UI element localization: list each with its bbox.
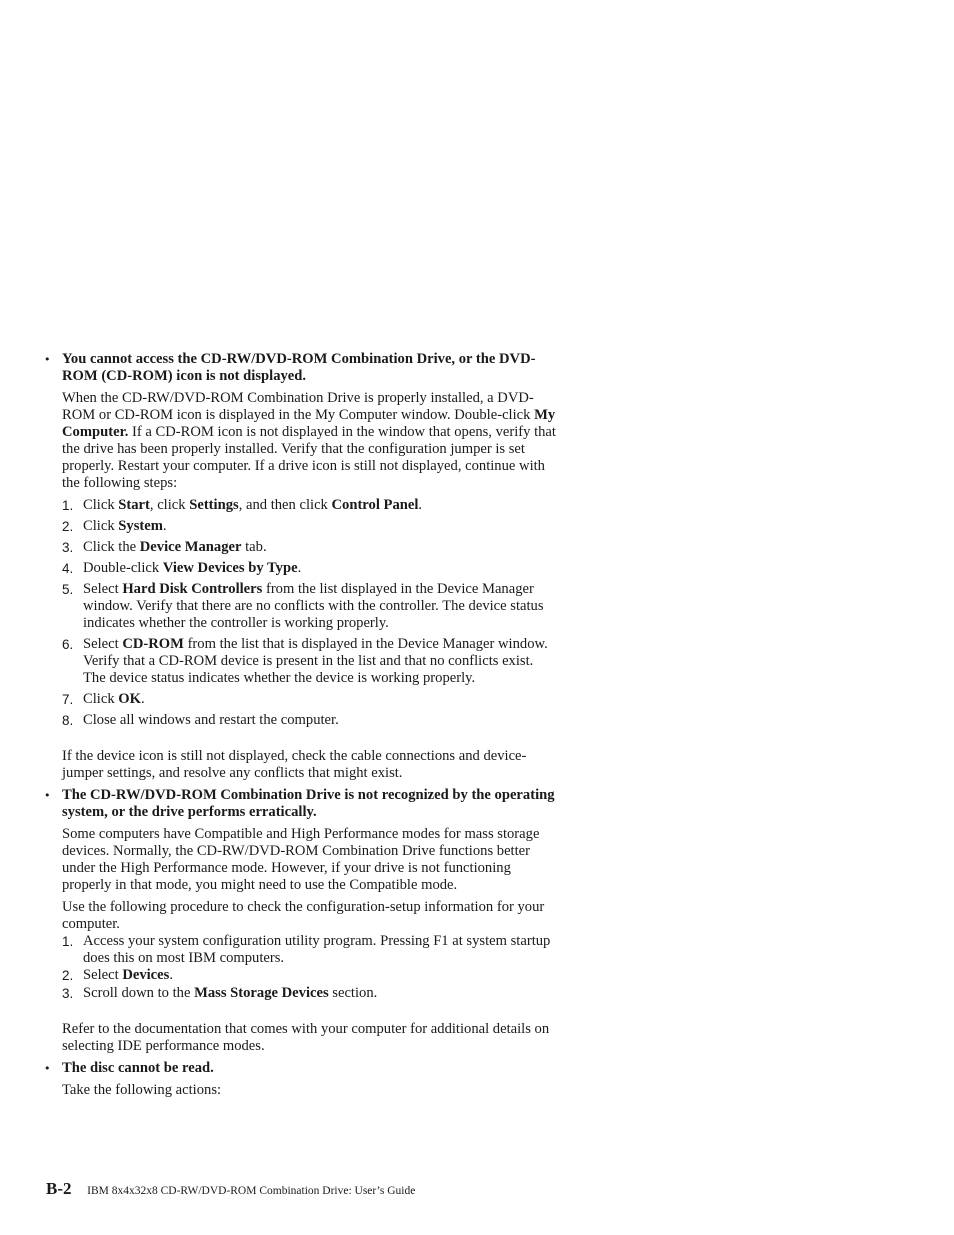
step-item bbox=[62, 933, 556, 967]
bold-run: Settings bbox=[189, 497, 239, 513]
text-run: from the list displayed in the Device Manager window. Verify that there are no conflicts with the controller. The device status indicates whether the controller is working properly. bbox=[83, 581, 544, 631]
bullet-heading-not-recognized bbox=[44, 787, 556, 821]
paragraph-performance-modes: Some computers have Compatible and High Performance modes for mass storage devices. Normally, the CD-RW/DVD-ROM Combination Drive functions better under the High Performance mode. However, if your drive is not functioning properly in that mode, you might need to use the Compatible mode. bbox=[62, 826, 540, 893]
step-number: 3. bbox=[62, 540, 74, 555]
bullet-heading-text: The disc cannot be read. bbox=[62, 1060, 214, 1076]
bullet-heading-text: You cannot access the CD-RW/DVD-ROM Combination Drive, or the DVD-ROM (CD-ROM) icon is not displayed. bbox=[62, 351, 536, 384]
bullet-heading-text: The CD-RW/DVD-ROM Combination Drive is not recognized by the operating system, or the drive performs erratically. bbox=[62, 787, 555, 820]
bullet-icon: • bbox=[44, 353, 51, 366]
step-item bbox=[62, 712, 556, 729]
text-run: When the CD-RW/DVD-ROM Combination Drive is properly installed, a DVD-ROM or CD-ROM icon is displayed in the My Computer window. Double-click bbox=[62, 390, 535, 423]
text-run: Close all windows and restart the computer. bbox=[83, 712, 339, 728]
bold-run: CD-ROM bbox=[122, 636, 184, 652]
step-item bbox=[62, 967, 556, 984]
paragraph-procedure-intro: Use the following procedure to check the configuration-setup information for your computer. bbox=[62, 899, 545, 932]
bold-run: Devices bbox=[122, 967, 170, 983]
step-number: 3. bbox=[62, 986, 74, 1001]
spacer bbox=[44, 734, 556, 748]
bold-run: Mass Storage Devices bbox=[194, 985, 329, 1001]
text-run: Click bbox=[83, 497, 119, 513]
step-number: 7. bbox=[62, 692, 74, 707]
text-run: If a CD-ROM icon is not displayed in the window that opens, verify that the drive has been properly installed. Verify that the configuration jumper is set properly. Restart your computer. If a drive icon is still not displayed, continue with the following steps: bbox=[62, 424, 556, 491]
step-number: 1. bbox=[62, 934, 74, 949]
step-item bbox=[62, 518, 556, 535]
step-item bbox=[62, 581, 556, 632]
text-run: section. bbox=[328, 985, 378, 1001]
step-item bbox=[62, 539, 556, 556]
text-run: Click the bbox=[83, 539, 140, 555]
step-item bbox=[62, 560, 556, 577]
text-run: Select bbox=[83, 636, 123, 652]
main-content bbox=[44, 351, 556, 1104]
text-run: Double-click bbox=[83, 560, 163, 576]
text-run: Access your system configuration utility program. Pressing F1 at system startup does this on most IBM computers. bbox=[83, 933, 551, 966]
text-run: , and then click bbox=[238, 497, 332, 513]
bold-run: Control Panel bbox=[331, 497, 419, 513]
bullet-heading-access bbox=[44, 351, 556, 385]
step-number: 2. bbox=[62, 519, 74, 534]
bold-run: OK bbox=[118, 691, 141, 707]
step-item bbox=[62, 985, 556, 1002]
text-run: . bbox=[297, 560, 302, 576]
bold-run: My Computer. bbox=[62, 407, 556, 440]
text-run: . bbox=[162, 518, 167, 534]
paragraph-cable-check: If the device icon is still not displayed, check the cable connections and device-jumper settings, and resolve any conflicts that might exist. bbox=[62, 748, 527, 781]
bold-run: Start bbox=[118, 497, 150, 513]
step-number: 6. bbox=[62, 637, 74, 652]
text-run: . bbox=[169, 967, 173, 983]
step-number: 4. bbox=[62, 561, 74, 576]
step-number: 8. bbox=[62, 713, 74, 728]
steps-list-config-setup bbox=[44, 933, 556, 1002]
text-run: tab. bbox=[241, 539, 267, 555]
bullet-icon: • bbox=[44, 789, 51, 802]
bold-run: Hard Disk Controllers bbox=[122, 581, 263, 597]
bullet-icon: • bbox=[44, 1062, 51, 1075]
bold-run: View Devices by Type bbox=[162, 560, 298, 576]
text-run: Click bbox=[83, 691, 119, 707]
text-run: Click bbox=[83, 518, 119, 534]
step-item bbox=[62, 636, 556, 687]
step-item bbox=[62, 691, 556, 708]
paragraph-install-check bbox=[44, 390, 556, 492]
page-footer bbox=[46, 1180, 415, 1200]
text-run: . bbox=[140, 691, 145, 707]
text-run: Scroll down to the bbox=[83, 985, 195, 1001]
paragraph-ide-documentation: Refer to the documentation that comes with your computer for additional details on selecting IDE performance modes. bbox=[62, 1021, 550, 1054]
text-run: Select bbox=[83, 581, 123, 597]
step-number: 5. bbox=[62, 582, 74, 597]
spacer bbox=[44, 1007, 556, 1021]
step-number: 2. bbox=[62, 968, 74, 983]
bold-run: Device Manager bbox=[139, 539, 242, 555]
text-run: Select bbox=[83, 967, 123, 983]
document-title: IBM 8x4x32x8 CD-RW/DVD-ROM Combination Drive: User’s Guide bbox=[87, 1185, 416, 1197]
page-number: B-2 bbox=[46, 1179, 72, 1198]
text-run: . bbox=[418, 497, 423, 513]
text-run: , click bbox=[149, 497, 190, 513]
step-number: 1. bbox=[62, 498, 74, 513]
bullet-heading-disc-unreadable bbox=[44, 1060, 556, 1077]
step-item bbox=[62, 497, 556, 514]
paragraph-actions: Take the following actions: bbox=[62, 1082, 222, 1098]
text-run: from the list that is displayed in the Device Manager window. Verify that a CD-ROM device is present in the list and that no conflicts exist. The device status indicates whether the device is working properly. bbox=[83, 636, 548, 686]
steps-list-device-manager bbox=[44, 497, 556, 729]
bold-run: System bbox=[118, 518, 163, 534]
